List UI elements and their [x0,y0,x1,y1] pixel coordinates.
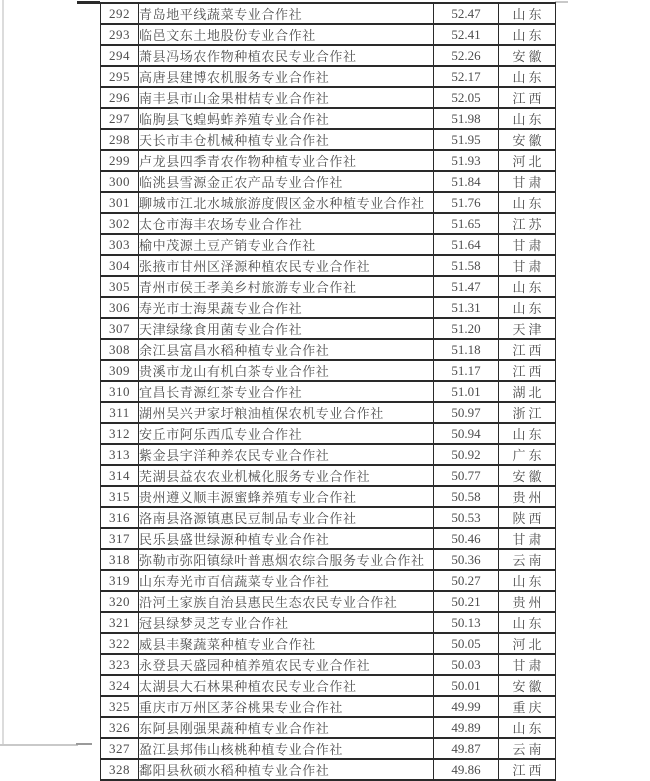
score-cell: 51.93 [434,150,499,171]
province-cell: 湖北 [499,381,556,402]
score-cell: 50.27 [434,570,499,591]
province-cell: 陕西 [499,507,556,528]
name-cell: 天长市丰仓机械种植专业合作社 [139,129,434,150]
table-row [101,444,556,465]
rank-cell: 325 [101,696,139,717]
score-cell: 49.89 [434,717,499,738]
table-row [101,654,556,675]
rank-cell: 300 [101,171,139,192]
province-cell: 云南 [499,549,556,570]
province-cell: 山东 [499,66,556,87]
rank-cell: 299 [101,150,139,171]
score-cell: 51.84 [434,171,499,192]
name-cell: 临邑文东土地股份专业合作社 [139,24,434,45]
name-cell: 贵溪市龙山有机白茶专业合作社 [139,360,434,381]
rank-cell: 297 [101,108,139,129]
province-cell: 山东 [499,612,556,633]
rank-cell: 321 [101,612,139,633]
province-cell: 安徽 [499,129,556,150]
score-cell: 50.53 [434,507,499,528]
table-row [101,339,556,360]
table-row [101,66,556,87]
rank-cell: 307 [101,318,139,339]
rank-cell: 312 [101,423,139,444]
score-cell: 50.94 [434,423,499,444]
province-cell: 山东 [499,276,556,297]
table-row [101,738,556,759]
rank-cell: 296 [101,87,139,108]
score-cell: 51.47 [434,276,499,297]
score-cell: 51.65 [434,213,499,234]
name-cell: 洛南县洛源镇惠民豆制品专业合作社 [139,507,434,528]
province-cell: 江西 [499,759,556,780]
rank-cell: 319 [101,570,139,591]
name-cell: 沿河土家族自治县惠民生态农民专业合作社 [139,591,434,612]
table-row [101,150,556,171]
table-row [101,465,556,486]
province-cell: 山东 [499,192,556,213]
province-cell: 山东 [499,297,556,318]
province-cell: 山东 [499,570,556,591]
table-row [101,381,556,402]
name-cell: 余江县富昌水稻种植专业合作社 [139,339,434,360]
table-row [101,87,556,108]
score-cell: 50.92 [434,444,499,465]
province-cell: 山东 [499,717,556,738]
name-cell: 宜昌长青源红茶专业合作社 [139,381,434,402]
name-cell: 紫金县宇洋种养农民专业合作社 [139,444,434,465]
table-row [101,360,556,381]
page-edge-bottom-line [0,744,78,746]
province-cell: 江西 [499,360,556,381]
province-cell: 河北 [499,633,556,654]
province-cell: 浙江 [499,402,556,423]
table-row [101,549,556,570]
score-cell: 51.95 [434,129,499,150]
name-cell: 太仓市海丰农场专业合作社 [139,213,434,234]
rank-cell: 315 [101,486,139,507]
score-cell: 51.64 [434,234,499,255]
name-cell: 民乐县盛世绿源种植专业合作社 [139,528,434,549]
score-cell: 50.58 [434,486,499,507]
score-cell: 49.87 [434,738,499,759]
province-cell: 甘肃 [499,171,556,192]
score-cell: 49.86 [434,759,499,780]
rank-cell: 320 [101,591,139,612]
score-cell: 50.03 [434,654,499,675]
province-cell: 贵州 [499,486,556,507]
score-cell: 50.01 [434,675,499,696]
name-cell: 安丘市阿乐西瓜专业合作社 [139,423,434,444]
table-row [101,108,556,129]
name-cell: 青岛地平线蔬菜专业合作社 [139,3,434,24]
table-top-border-stub-left [77,1,100,4]
name-cell: 湖州吴兴尹家圩粮油植保农机专业合作社 [139,402,434,423]
province-cell: 甘肃 [499,528,556,549]
name-cell: 天津绿缘食用菌专业合作社 [139,318,434,339]
province-cell: 云南 [499,738,556,759]
name-cell: 萧县冯场农作物种植农民专业合作社 [139,45,434,66]
rank-cell: 304 [101,255,139,276]
province-cell: 天津 [499,318,556,339]
rank-cell: 326 [101,717,139,738]
name-cell: 冠县绿梦灵芝专业合作社 [139,612,434,633]
province-cell: 山东 [499,108,556,129]
score-cell: 50.21 [434,591,499,612]
name-cell: 太湖县大石林果种植农民专业合作社 [139,675,434,696]
province-cell: 安徽 [499,45,556,66]
table-row [101,675,556,696]
province-cell: 甘肃 [499,255,556,276]
table-row [101,486,556,507]
rank-cell: 314 [101,465,139,486]
rank-cell: 303 [101,234,139,255]
name-cell: 南丰县市山金果柑桔专业合作社 [139,87,434,108]
name-cell: 聊城市江北水城旅游度假区金水种植专业合作社 [139,192,434,213]
table-row [101,234,556,255]
rank-cell: 328 [101,759,139,780]
name-cell: 弥勒市弥阳镇绿叶普惠烟农综合服务专业合作社 [139,549,434,570]
rank-cell: 327 [101,738,139,759]
name-cell: 张掖市甘州区泽源种植农民专业合作社 [139,255,434,276]
name-cell: 贵州遵义顺丰源蜜蜂养殖专业合作社 [139,486,434,507]
name-cell: 卢龙县四季青农作物种植专业合作社 [139,150,434,171]
name-cell: 盈江县邦伟山核桃种植专业合作社 [139,738,434,759]
table-top-border-stub-right [555,1,568,3]
province-cell: 江西 [499,87,556,108]
table-row [101,255,556,276]
rank-cell: 292 [101,3,139,24]
table-row [101,171,556,192]
rank-cell: 305 [101,276,139,297]
province-cell: 广东 [499,444,556,465]
table-row [101,192,556,213]
rank-cell: 302 [101,213,139,234]
score-cell: 51.58 [434,255,499,276]
rank-cell: 309 [101,360,139,381]
province-cell: 河北 [499,150,556,171]
score-cell: 50.97 [434,402,499,423]
score-cell: 52.05 [434,87,499,108]
ranking-table-body [101,3,556,780]
province-cell: 江西 [499,339,556,360]
table-row [101,402,556,423]
score-cell: 52.47 [434,3,499,24]
score-cell: 50.05 [434,633,499,654]
province-cell: 山东 [499,423,556,444]
province-cell: 江苏 [499,213,556,234]
name-cell: 重庆市万州区茅谷桃果专业合作社 [139,696,434,717]
table-row [101,696,556,717]
name-cell: 临洮县雪源金正农产品专业合作社 [139,171,434,192]
score-cell: 52.26 [434,45,499,66]
name-cell: 鄱阳县秋硕水稻种植专业合作社 [139,759,434,780]
score-cell: 50.36 [434,549,499,570]
rank-cell: 306 [101,297,139,318]
score-cell: 51.76 [434,192,499,213]
province-cell: 安徽 [499,675,556,696]
rank-cell: 295 [101,66,139,87]
name-cell: 寿光市士海果蔬专业合作社 [139,297,434,318]
score-cell: 50.13 [434,612,499,633]
rank-cell: 323 [101,654,139,675]
rank-cell: 322 [101,633,139,654]
rank-cell: 310 [101,381,139,402]
rank-cell: 316 [101,507,139,528]
table-row [101,213,556,234]
cooperative-ranking-table [100,2,556,781]
score-cell: 52.17 [434,66,499,87]
rank-cell: 318 [101,549,139,570]
table-row [101,591,556,612]
rank-cell: 313 [101,444,139,465]
rank-cell: 293 [101,24,139,45]
name-cell: 青州市侯王孝美乡村旅游专业合作社 [139,276,434,297]
table-row [101,528,556,549]
table-row [101,297,556,318]
page-edge-vertical-line [2,0,4,746]
score-cell: 52.41 [434,24,499,45]
score-cell: 51.98 [434,108,499,129]
table-row [101,633,556,654]
score-cell: 51.17 [434,360,499,381]
table-row [101,423,556,444]
rank-cell: 324 [101,675,139,696]
score-cell: 51.18 [434,339,499,360]
score-cell: 50.77 [434,465,499,486]
score-cell: 51.31 [434,297,499,318]
table-row [101,507,556,528]
rank-cell: 298 [101,129,139,150]
province-cell: 重庆 [499,696,556,717]
province-cell: 山东 [499,3,556,24]
name-cell: 高唐县建博农机服务专业合作社 [139,66,434,87]
score-cell: 51.01 [434,381,499,402]
province-cell: 山东 [499,24,556,45]
rank-cell: 317 [101,528,139,549]
rank-cell: 311 [101,402,139,423]
table-row [101,3,556,24]
table-row [101,276,556,297]
name-cell: 芜湖县益农农业机械化服务专业合作社 [139,465,434,486]
score-cell: 49.99 [434,696,499,717]
province-cell: 贵州 [499,591,556,612]
name-cell: 榆中茂源土豆产销专业合作社 [139,234,434,255]
province-cell: 甘肃 [499,234,556,255]
name-cell: 威县丰聚蔬菜种植专业合作社 [139,633,434,654]
rank-cell: 308 [101,339,139,360]
rank-cell: 301 [101,192,139,213]
page-edge-bottom-line-dark [76,743,92,745]
province-cell: 安徽 [499,465,556,486]
name-cell: 山东寿光市百信蔬菜专业合作社 [139,570,434,591]
province-cell: 甘肃 [499,654,556,675]
table-row [101,24,556,45]
table-row [101,612,556,633]
table-row [101,129,556,150]
name-cell: 临朐县飞蝗蚂蚱养殖专业合作社 [139,108,434,129]
score-cell: 50.46 [434,528,499,549]
table-row [101,318,556,339]
table-row [101,759,556,780]
table-row [101,717,556,738]
score-cell: 51.20 [434,318,499,339]
table-row [101,45,556,66]
name-cell: 永登县天盛园种植养殖农民专业合作社 [139,654,434,675]
name-cell: 东阿县刚强果蔬种植专业合作社 [139,717,434,738]
rank-cell: 294 [101,45,139,66]
table-row [101,570,556,591]
